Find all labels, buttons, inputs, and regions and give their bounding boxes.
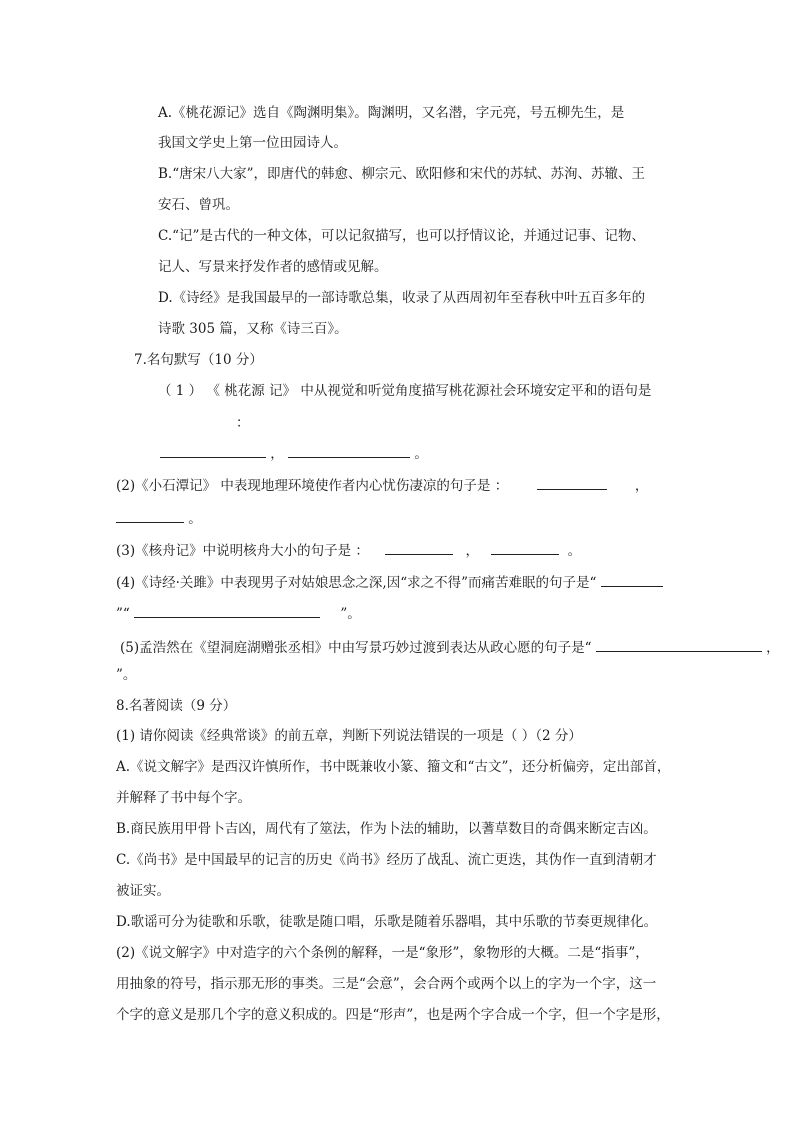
q8-sub2-line3: 个字的意义是那几个字的意义积成的。四是“形声”，也是两个字合成一个字，但一个字是形， [116,1007,670,1023]
q8-option-d: D.歌谣可分为徒歌和乐歌，徒歌是随口唱，乐歌是随着乐器唱，其中乐歌的节奏更规律化。 [116,914,658,930]
q7-item3-blank1[interactable] [385,540,453,555]
q6-option-b-line1: B.“唐宋八大家”，即唐代的韩愈、柳宗元、欧阳修和宋代的苏轼、苏洵、苏辙、王 [158,166,646,182]
q8-option-c-line1: C.《尚书》是中国最早的记言的历史《尚书》经历了战乱、流亡更迭，其伪作一直到清朝才 [116,852,657,868]
q6-option-b-line2: 安石、曾巩。 [158,197,239,213]
q6-option-d-line1: D.《诗经》是我国最早的一部诗歌总集，收录了从西周初年至春秋中叶五百多年的 [158,290,646,306]
q6-option-a-line2: 我国文学史上第一位田园诗人。 [158,135,347,151]
q7-item4-blank2[interactable] [134,603,320,618]
q7-item3-line [116,540,581,561]
q8-option-b: B.商民族用甲骨卜吉凶，周代有了筮法，作为卜法的辅助，以蓍草数目的奇偶来断定吉凶。 [116,821,657,837]
q7-item4-line2 [116,603,361,624]
q6-option-c-line1: C.“记”是古代的一种文体，可以记叙描写，也可以抒情议论，并通过记事、记物、 [158,228,645,244]
q7-item1-colon: ： [236,415,250,431]
q7-item1-text: （ 1 ） 《 桃花源 记》 中从视觉和听觉角度描写桃花源社会环境安定平和的语句是 [158,383,652,399]
q7-item5-line [120,637,780,658]
q7-item5-blank1[interactable] [596,637,762,652]
q7-item2-blank1[interactable] [537,475,607,490]
q7-item2-text: (2)《小石潭记》 中表现地理环境使作者内心忧伤凄凉的句子是 ： [116,478,509,494]
q8-option-c-line2: 被证实。 [116,883,170,899]
q7-item2-line [116,475,648,496]
q7-item3-blank2[interactable] [491,540,559,555]
q7-item4-text: (4)《诗经·关雎》中表现男子对姑娘思念之深,因“求之不得”而痛苦难眠的句子是“ [116,575,597,591]
q8-option-a-line2: 并解释了书中每个字。 [116,790,251,806]
q8-sub2-line1: (2)《说文解字》中对造字的六个条例的解释，一是“象形”，象物形的大概。二是“指事”， [116,945,649,961]
q8-option-a-line1: A.《说文解字》是西汉许慎所作，书中既兼收小篆、籀文和“古文”，还分析偏旁，定出部首， [116,759,671,775]
q8-sub1: (1) 请你阅读《经典常谈》的前五章，判断下列说法错误的一项是（ ）（2 分） [116,728,582,744]
q6-option-c-line2: 记人、写景来抒发作者的感情或见解。 [158,259,388,275]
q7-item2-line2 [116,508,202,529]
q7-item1-comma: ， [270,446,284,462]
q7-item3-end: 。 [567,543,582,559]
q7-item5-text: (5)孟浩然在《望洞庭湖赠张丞相》中由写景巧妙过渡到表达从政心愿的句子是“ [120,640,592,656]
q7-item4-end: ”。 [340,606,361,622]
q7-item5-end: ”。 [116,667,137,683]
q7-item2-comma: ， [634,478,649,494]
q7-item1-blank1[interactable] [160,443,266,458]
q8-title: 8.名著阅读（9 分） [116,698,237,714]
q7-item5-comma: ， [766,640,780,656]
q7-item2-blank2[interactable] [116,508,184,523]
q7-item4-blank1[interactable] [601,572,663,587]
q7-item1-blanks [160,443,428,464]
q7-title: 7.名句默写（10 分） [134,352,263,368]
q7-item1-end: 。 [414,446,428,462]
q7-item1-blank2[interactable] [288,443,410,458]
q6-option-d-line2: 诗歌 305 篇，又称《诗三百》。 [158,321,348,337]
q6-option-a-line1: A.《桃花源记》选自《陶渊明集》。陶渊明，又名潜，字元亮，号五柳先生，是 [158,105,625,121]
q7-item3-comma: ， [465,543,480,559]
q8-sub2-line2: 用抽象的符号，指示那无形的事类。三是“会意”，会合两个或两个以上的字为一个字，这一 [116,976,657,992]
q7-item4-mid: ”“ [116,606,130,622]
q7-item4-line [116,572,663,593]
q7-item3-text: (3)《核舟记》中说明核舟大小的句子是 ： [116,543,369,559]
q7-item2-end: 。 [188,511,202,527]
